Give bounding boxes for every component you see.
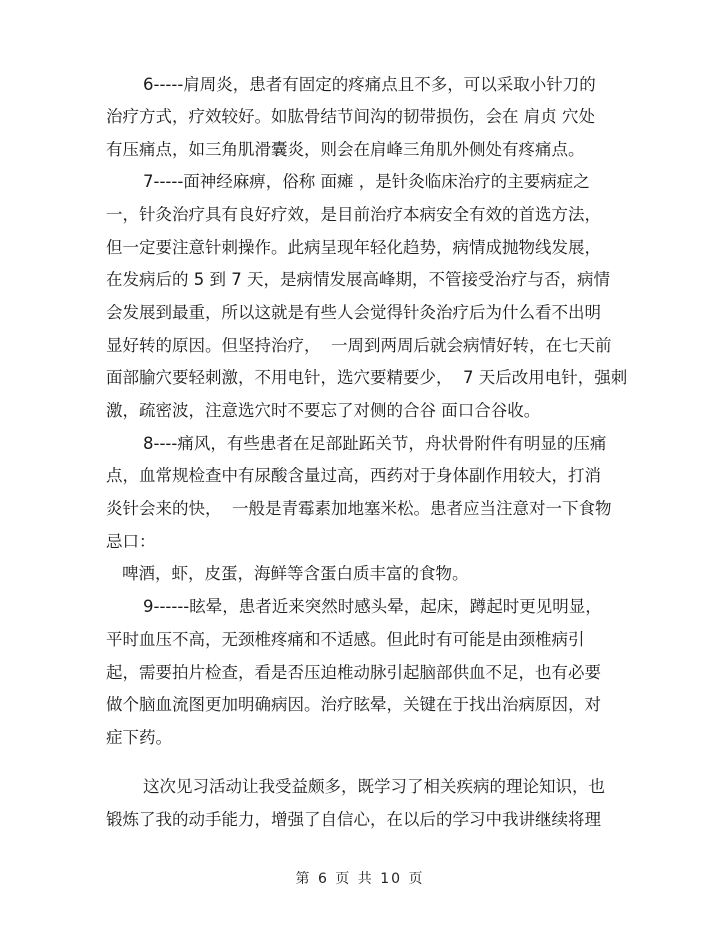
text-line: 点，血常规检查中有尿酸含量过高，西药对于身体副作用较大，打消 bbox=[106, 466, 601, 485]
text-line: 起，需要拍片检查，看是否压迫椎动脉引起脑部供血不足，也有必要 bbox=[106, 663, 601, 682]
text-line: 治疗方式，疗效较好。如肱骨结节间沟的韧带损伤，会在 肩贞 穴处 bbox=[106, 107, 595, 126]
text-line: 面部腧穴要轻刺激，不用电针，选穴要精要少， 7 天后改用电针，强刺 bbox=[106, 368, 628, 387]
text-line: 9------眩晕，患者近来突然时感头晕，起床，蹲起时更见明显， bbox=[143, 597, 602, 616]
text-line: 但一定要注意针刺操作。此病呈现年轻化趋势，病情成抛物线发展， bbox=[106, 238, 601, 257]
text-line: 这次见习活动让我受益颇多，既学习了相关疾病的理论知识，也 bbox=[143, 777, 605, 796]
text-line: 一，针灸治疗具有良好疗效，是目前治疗本病安全有效的首选方法， bbox=[106, 205, 601, 224]
text-line: 会发展到最重，所以这就是有些人会觉得针灸治疗后为什么看不出明 bbox=[106, 303, 601, 322]
text-line: 激，疏密波，注意选穴时不要忘了对侧的合谷 面口合谷收。 bbox=[106, 401, 541, 420]
text-line: 平时血压不高，无颈椎疼痛和不适感。但此时有可能是由颈椎病引 bbox=[106, 630, 585, 649]
text-line: 做个脑血流图更加明确病因。治疗眩晕，关键在于找出治病原因，对 bbox=[106, 695, 601, 714]
text-line: 锻炼了我的动手能力，增强了自信心，在以后的学习中我讲继续将理 bbox=[106, 810, 601, 829]
text-line: 有压痛点，如三角肌滑囊炎，则会在肩峰三角肌外侧处有疼痛点。 bbox=[106, 140, 585, 159]
text-line: 炎针会来的快， 一般是青霉素加地塞米松。患者应当注意对一下食物 bbox=[106, 499, 612, 518]
text-line: 忌口： bbox=[106, 532, 156, 551]
text-line: 在发病后的 5 到 7 天，是病情发展高峰期，不管接受治疗与否，病情 bbox=[106, 270, 610, 289]
text-line: 6-----肩周炎，患者有固定的疼痛点且不多，可以采取小针刀的 bbox=[143, 75, 596, 94]
page-number-footer: 第 6 页 共 10 页 bbox=[295, 871, 425, 887]
text-line: 7-----面神经麻痹，俗称 面瘫 ，是针灸临床治疗的主要病症之 bbox=[143, 172, 590, 191]
text-line: 显好转的原因。但坚持治疗， 一周到两周后就会病情好转，在七天前 bbox=[106, 336, 612, 355]
text-line: 8----痛风，有些患者在足部趾跖关节，舟状骨附件有明显的压痛 bbox=[143, 434, 607, 453]
text-line: 啤酒，虾，皮蛋，海鲜等含蛋白质丰富的食物。 bbox=[122, 564, 469, 583]
text-line: 症下药。 bbox=[106, 728, 172, 747]
